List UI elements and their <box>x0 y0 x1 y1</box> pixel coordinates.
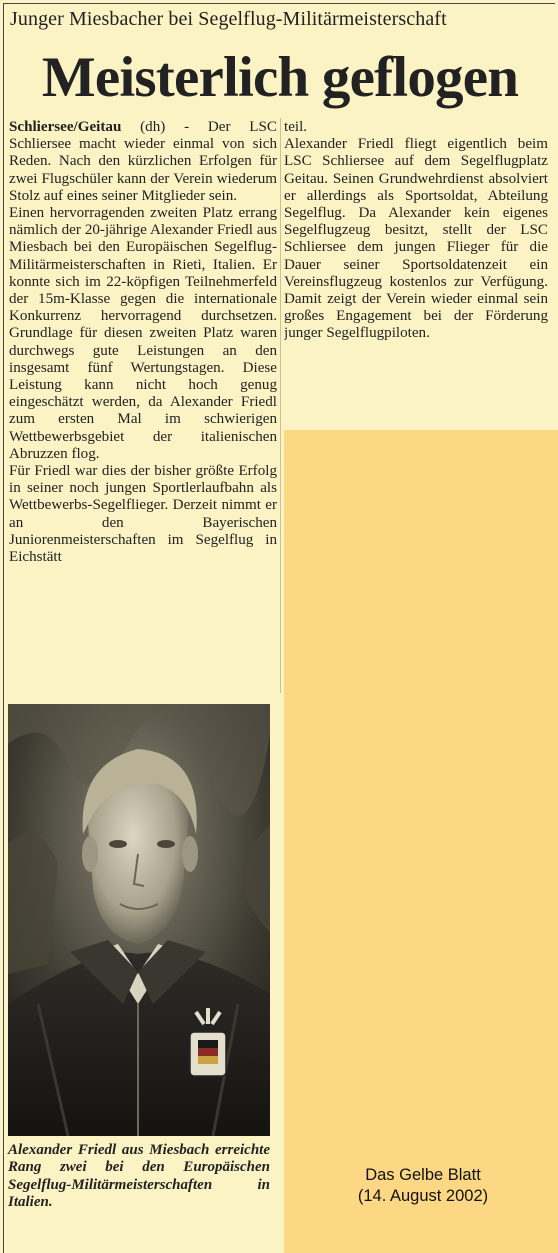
column-divider <box>280 118 281 693</box>
top-rule <box>3 3 555 4</box>
paragraph <box>9 119 277 205</box>
paragraph: Einen hervorragenden zweiten Platz errang nämlich der 20-jährige Alexander Friedl aus Miesbach bei den Europäischen Segelflug-Militärmeisterschaften in Rieti, Italien. Er konnte sich im 22-köpfigen Teilnehmerfeld der 15m-Klasse gegen die internationale Konkurrenz hervorragend durchsetzen. Grundlage für diesen zweiten Platz waren durchwegs gute Leistungen an den insgesamt fünf Wertungstagen. Diese Leistung kann nicht hoch genug eingeschätzt werden, da Alexander Friedl zum ersten Mal im schwierigen Wettbewerbsgebiet der italienischen Abruzzen flog. <box>9 205 277 462</box>
publication-name: Das Gelbe Blatt <box>365 1166 481 1184</box>
left-rule <box>3 3 4 1253</box>
article-column-1 <box>9 119 277 687</box>
paragraph: teil. <box>284 119 308 135</box>
paragraph-text: Der LSC Schliersee macht wieder einmal von sich Reden. Nach den kürzlichen Erfolgen für zwei Flugschüler kann der Verein wiederum Stolz auf eines seiner Mitglieder sein. <box>9 119 277 204</box>
article-kicker: Junger Miesbacher bei Segelflug-Militärmeisterschaft <box>10 8 447 30</box>
portrait-photo-image <box>8 704 270 1136</box>
paragraph: Alexander Friedl fliegt eigentlich beim LSC Schliersee auf dem Segelflugplatz Geitau. Seinen Grundwehrdienst absolviert er allerdings als Sportsoldat, Abteilung Segelflug. Da Alexander kein eigenes Segelflugzeug besitzt, stellt der LSC Schliersee dem jungen Flieger für die Dauer seiner Sportsoldatenzeit ein Vereinsflugzeug kostenlos zur Verfügung. Damit zeigt der Verein wieder einmal sein großes Engagement bei der Förderung junger Segelflugpiloten. <box>284 136 548 342</box>
author-tag: (dh) - <box>140 119 208 135</box>
paragraph: Für Friedl war dies der bisher größte Erfolg in seiner noch jungen Sportlerlaufbahn als Wettbewerbs-Segelflieger. Derzeit nimmt er an den Bayerischen Juniorenmeisterschaften im Segelflug in Eichstätt <box>9 463 277 566</box>
article-column-2 <box>284 119 548 421</box>
photo-caption: Alexander Friedl aus Miesbach erreichte Rang zwei bei den Europäischen Segelflug-Militärmeisterschaften in Italien. <box>8 1142 270 1211</box>
article-headline: Meisterlich geflogen <box>41 46 519 109</box>
publication-date: (14. August 2002) <box>357 1187 489 1205</box>
portrait-photo <box>8 704 270 1136</box>
highlight-panel <box>284 430 558 1253</box>
source-attribution <box>292 1165 554 1207</box>
dateline: Schliersee/Geitau <box>9 119 122 135</box>
